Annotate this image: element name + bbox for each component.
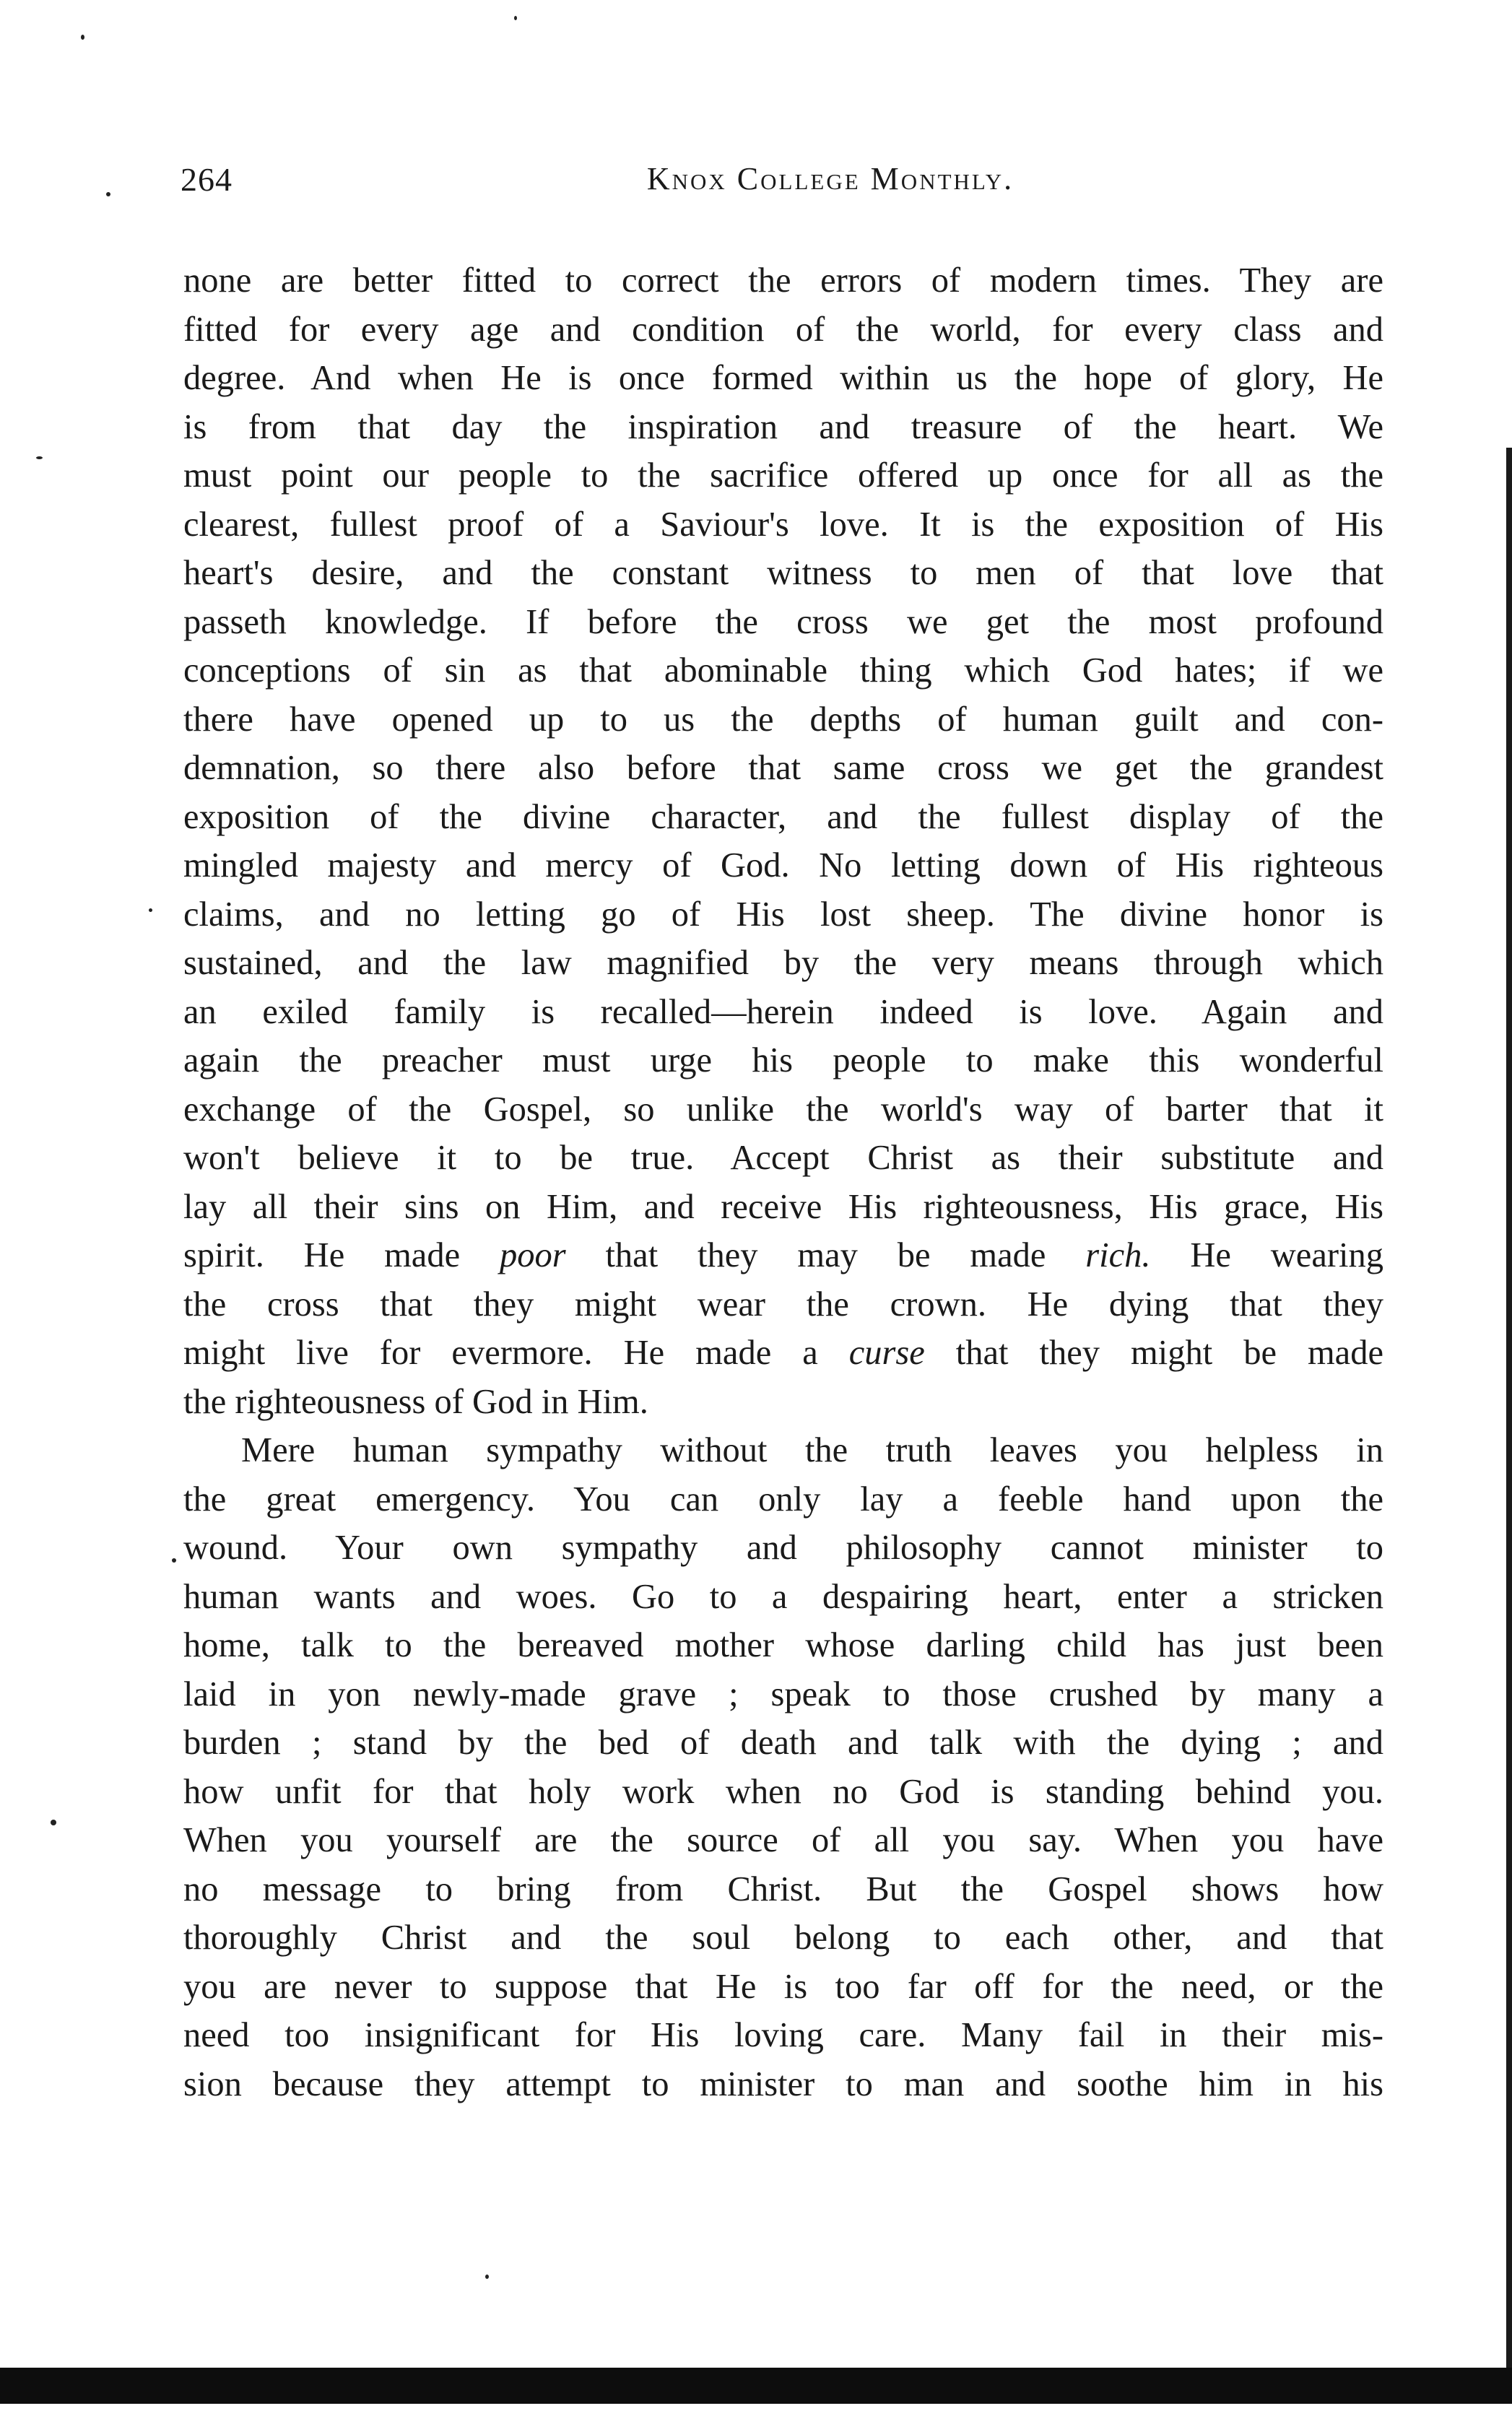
text-line: must point our people to the sacrifice offered up once for all as the [183,456,1383,495]
text-line: no message to bring from Christ. But the Gospel shows how [183,1869,1383,1908]
text-line: the great emergency. You can only lay a feeble hand upon the [183,1480,1383,1519]
text-run: spirit. He made [183,1236,500,1274]
text-line: how unfit for that holy work when no God is standing behind you. [183,1772,1383,1811]
text-run: that they may be made [565,1236,1086,1274]
text-line: sustained, and the law magnified by the very means through which [183,944,1383,982]
text-run: might live for evermore. He made a [183,1334,849,1372]
scan-speck [149,908,152,912]
text-line: human wants and woes. Go to a despairing heart, enter a stricken [183,1577,1383,1616]
text-line: home, talk to the bereaved mother whose darling child has just been [183,1626,1383,1664]
text-line: thoroughly Christ and the soul belong to each other, and that [183,1919,1383,1957]
scan-speck [514,16,517,20]
scan-edge-shadow [1506,448,1512,2383]
scan-speck [106,192,110,196]
text-line: clearest, fullest proof of a Saviour's love. It is the exposition of His [183,505,1383,544]
scan-bottom-border [0,2368,1512,2404]
text-line: sion because they attempt to minister to man and soothe him in his [183,2064,1383,2103]
text-line: fitted for every age and condition of the world, for every class and [183,310,1383,349]
page-header [181,160,1386,211]
text-line: there have opened up to us the depths of human guilt and con- [183,700,1383,739]
text-line: mingled majesty and mercy of God. No letting down of His righteous [183,846,1383,885]
text-line: an exiled family is recalled—herein indeed is love. Again and [183,992,1383,1031]
text-line: is from that day the inspiration and treasure of the heart. We [183,407,1383,446]
text-line: burden ; stand by the bed of death and talk with the dying ; and [183,1724,1383,1762]
paragraph [183,1426,1383,2108]
scan-speck [81,35,84,40]
text-run: He wearing [1150,1236,1383,1274]
text-line: exchange of the Gospel, so unlike the world's way of barter that it [183,1090,1383,1129]
text-line: conceptions of sin as that abominable thing which God hates; if we [183,651,1383,690]
text-line: none are better fitted to correct the errors of modern times. They are [183,261,1383,300]
body-text [183,256,1383,2108]
italic-word: curse [848,1334,925,1372]
text-line: When you yourself are the source of all you say. When you have [183,1821,1383,1859]
italic-word: poor [499,1236,566,1274]
text-line-italic [183,1231,1383,1280]
text-line: you are never to suppose that He is too far off for the need, or the [183,1967,1383,2006]
text-line: degree. And when He is once formed within us the hope of glory, He [183,359,1383,397]
scan-speck [172,1558,176,1563]
text-line: the cross that they might wear the crown. He dying that they [183,1285,1383,1324]
text-line: won't believe it to be true. Accept Christ as their substitute and [183,1139,1383,1177]
text-line: exposition of the divine character, and the fullest display of the [183,797,1383,836]
text-line: Mere human sympathy without the truth leaves you helpless in [241,1431,1383,1469]
scan-speck [51,1820,56,1825]
paragraph [183,256,1383,1426]
text-line: wound. Your own sympathy and philosophy cannot minister to [183,1529,1383,1567]
text-line: passeth knowledge. If before the cross we get the most profound [183,602,1383,641]
running-title: Knox College Monthly. [646,161,1014,196]
text-line: lay all their sins on Him, and receive His righteousness, His grace, His [183,1187,1383,1226]
text-line: laid in yon newly-made grave ; speak to those crushed by many a [183,1674,1383,1713]
text-line: heart's desire, and the constant witness to men of that love that [183,554,1383,592]
text-line: the righteousness of God in Him. [183,1382,648,1421]
italic-word: rich. [1085,1236,1151,1274]
scan-speck [485,2275,489,2279]
page-number: 264 [181,161,233,198]
scan-speck [36,456,43,459]
text-line: again the preacher must urge his people to make this wonderful [183,1041,1383,1079]
text-line: demnation, so there also before that same cross we get the grandest [183,749,1383,787]
text-run: that they might be made [924,1334,1383,1372]
text-line: need too insignificant for His loving care. Many fail in their mis- [183,2016,1383,2054]
text-line: claims, and no letting go of His lost sheep. The divine honor is [183,895,1383,934]
text-line-italic [183,1329,1383,1378]
